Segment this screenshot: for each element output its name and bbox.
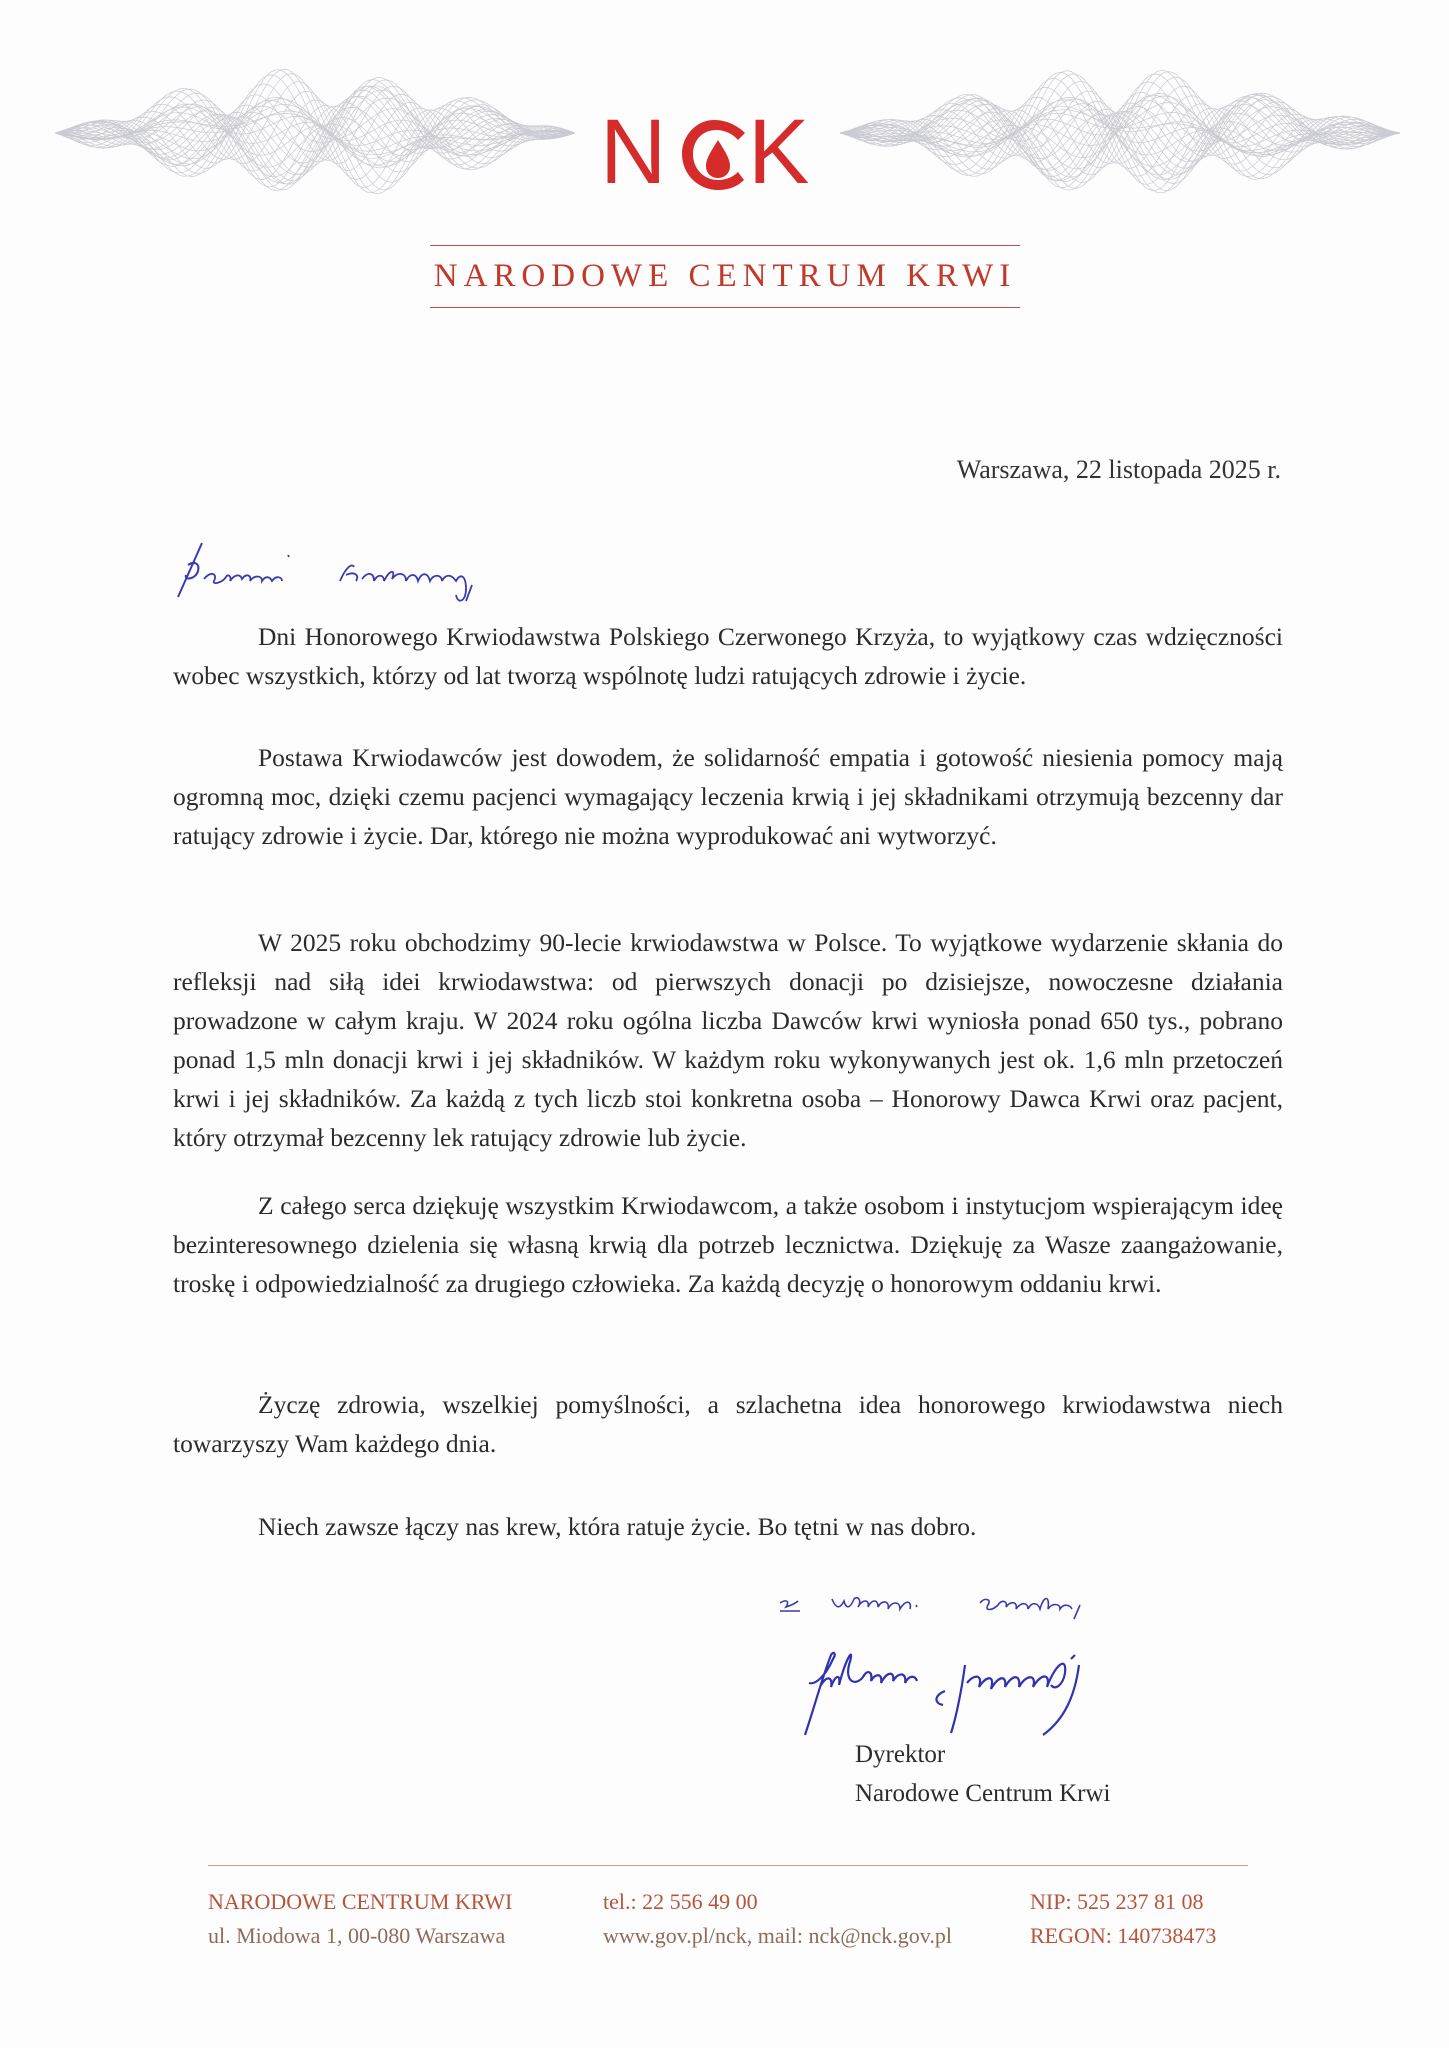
footer-regon: REGON: 140738473	[1030, 1923, 1217, 1948]
letter-paragraph-6: Niech zawsze łączy nas krew, która ratuje życie. Bo tętni w nas dobro.	[258, 1512, 977, 1541]
handwritten-signature	[775, 1625, 1185, 1745]
header-rule-bottom	[430, 307, 1020, 308]
letter-date: Warszawa, 22 listopada 2025 r.	[956, 455, 1281, 484]
letter-paragraph-4: Z całego serca dziękuję wszystkim Krwiodawcom, a także osobom i instytucjom wspierającym ideę bezinteresownego dzielenia się własną krwią dla potrzeb lecznictwa. Dziękuję za Wasze zaangażowanie, troskę i odpowiedzialność za drugiego człowieka. Za każdą decyzję o honorowym oddaniu krwi.	[173, 1191, 1283, 1298]
nck-logo	[600, 98, 840, 198]
footer-registry-block	[1030, 1885, 1216, 1953]
footer-rule	[208, 1865, 1248, 1866]
guilloche-pattern-right	[840, 28, 1400, 238]
footer-address-block	[208, 1885, 512, 1953]
header-rule-top	[430, 245, 1020, 246]
letter-paragraph-5: Życzę zdrowia, wszelkiej pomyślności, a szlachetna idea honorowego krwiodawstwa niech towarzyszy Wam każdego dnia.	[173, 1390, 1283, 1458]
svg-text:K: K	[748, 101, 810, 198]
footer-contact-block	[603, 1885, 952, 1953]
footer-address: ul. Miodowa 1, 00-080 Warszawa	[208, 1923, 506, 1948]
signer-title: Dyrektor	[855, 1741, 946, 1768]
signer-block	[855, 1735, 1111, 1813]
handwritten-closing	[770, 1565, 1190, 1625]
guilloche-pattern-left	[55, 28, 575, 238]
organization-name: NARODOWE CENTRUM KRWI	[433, 258, 1017, 294]
footer-web-mail: www.gov.pl/nck, mail: nck@nck.gov.pl	[603, 1923, 952, 1948]
footer-org-name: NARODOWE CENTRUM KRWI	[208, 1889, 513, 1914]
svg-text:N: N	[600, 101, 667, 198]
signer-organization: Narodowe Centrum Krwi	[855, 1780, 1111, 1807]
letter-paragraph-1: Dni Honorowego Krwiodawstwa Polskiego Czerwonego Krzyża, to wyjątkowy czas wdzięczności wobec wszystkich, którzy od lat tworzą wspólnotę ludzi ratujących zdrowie i życie.	[173, 622, 1283, 690]
handwritten-salutation	[170, 535, 570, 615]
footer-phone: tel.: 22 556 49 00	[603, 1889, 758, 1914]
footer-nip: NIP: 525 237 81 08	[1030, 1889, 1204, 1914]
letter-paragraph-2: Postawa Krwiodawców jest dowodem, że solidarność empatia i gotowość niesienia pomocy mają ogromną moc, dzięki czemu pacjenci wymagający leczenia krwią i jej składnikami otrzymują bezcenny dar ratujący zdrowie i życie. Dar, którego nie można wyprodukować ani wytworzyć.	[173, 743, 1283, 850]
letter-paragraph-3: W 2025 roku obchodzimy 90-lecie krwiodawstwa w Polsce. To wyjątkowe wydarzenie skłania do refleksji nad siłą idei krwiodawstwa: od pierwszych donacji po dzisiejsze, nowoczesne działania prowadzone w całym kraju. W 2024 roku ogólna liczba Dawców krwi wyniosła ponad 650 tys., pobrano ponad 1,5 mln donacji krwi i jej składników. W każdym roku wykonywanych jest ok. 1,6 mln przetoczeń krwi i jej składników. Za każdą z tych liczb stoi konkretna osoba – Honorowy Dawca Krwi oraz pacjent, który otrzymał bezcenny lek ratujący zdrowie lub życie.	[173, 928, 1283, 1152]
